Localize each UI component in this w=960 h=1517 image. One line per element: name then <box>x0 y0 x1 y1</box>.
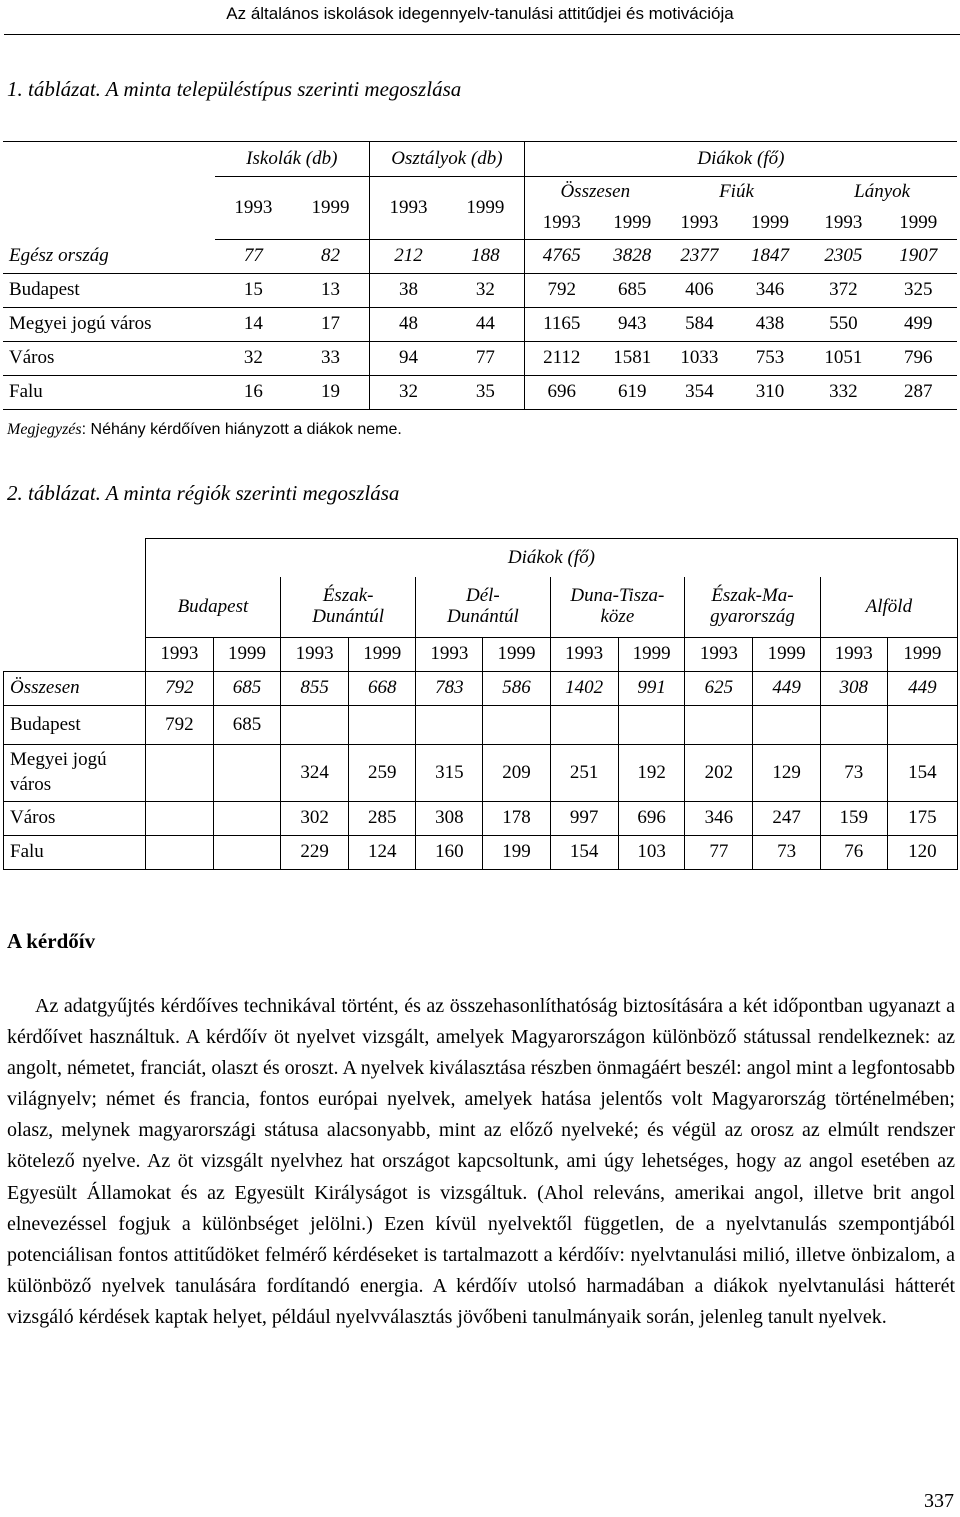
region-label: Észak- <box>322 585 374 607</box>
cell: 32 <box>215 342 292 376</box>
table1-caption: 1. táblázat. A minta településtípus szerinti megoszlása <box>7 77 462 101</box>
table2-year: 1999 <box>349 638 416 672</box>
cell: 19 <box>292 376 369 410</box>
cell: 202 <box>685 745 753 802</box>
row-label: Budapest <box>4 706 146 745</box>
cell: 310 <box>733 376 807 410</box>
table2-year: 1993 <box>145 638 213 672</box>
table2-year: 1993 <box>550 638 618 672</box>
region-eszak-dunantul <box>281 577 416 638</box>
cell: 1907 <box>879 240 957 274</box>
table1-note <box>7 419 402 441</box>
region-label: gyarország <box>710 606 795 627</box>
cell: 32 <box>369 376 446 410</box>
note-text: : Néhány kérdőíven hiányzott a diákok neme. <box>81 421 402 438</box>
cell: 685 <box>599 274 666 308</box>
cell <box>145 836 213 870</box>
cell: 175 <box>887 802 957 836</box>
cell <box>550 706 618 745</box>
region-alfold <box>820 577 957 638</box>
table-row <box>3 308 957 342</box>
table1-year: 1999 <box>292 177 369 240</box>
cell: 1847 <box>733 240 807 274</box>
cell: 685 <box>213 672 280 706</box>
row-label: Falu <box>4 836 146 870</box>
table-row <box>4 745 958 802</box>
table-row <box>4 802 958 836</box>
region-label: köze <box>600 606 635 627</box>
cell: 346 <box>685 802 753 836</box>
cell: 160 <box>416 836 483 870</box>
cell: 212 <box>369 240 446 274</box>
cell: 159 <box>820 802 887 836</box>
table1-year: 1999 <box>733 208 807 240</box>
row-label: Budapest <box>3 274 215 308</box>
cell <box>213 745 280 802</box>
cell: 154 <box>550 836 618 870</box>
cell: 103 <box>618 836 684 870</box>
cell: 247 <box>753 802 820 836</box>
cell: 308 <box>820 672 887 706</box>
header-rule <box>4 34 960 35</box>
cell: 302 <box>281 802 349 836</box>
row-label: Megyei jogú város <box>3 308 215 342</box>
cell: 129 <box>753 745 820 802</box>
table1-year: 1993 <box>666 208 733 240</box>
cell: 586 <box>483 672 550 706</box>
row-label: Egész ország <box>3 240 215 274</box>
cell: 315 <box>416 745 483 802</box>
table1-subheader-osszesen: Összesen <box>524 177 665 209</box>
cell <box>753 706 820 745</box>
cell: 997 <box>550 802 618 836</box>
running-head: Az általános iskolások idegennyelv-tanulási attitűdjei és motivációja <box>226 4 734 23</box>
cell: 251 <box>550 745 618 802</box>
table1-header-diakok: Diákok (fő) <box>524 142 957 177</box>
cell: 324 <box>281 745 349 802</box>
region-eszak-magyarorszag <box>685 577 820 638</box>
table-row <box>4 672 958 706</box>
cell: 308 <box>416 802 483 836</box>
table1-corner <box>3 142 215 240</box>
cell <box>281 706 349 745</box>
page-number: 337 <box>924 1490 954 1512</box>
cell: 77 <box>447 342 524 376</box>
cell: 625 <box>685 672 753 706</box>
cell: 17 <box>292 308 369 342</box>
cell: 346 <box>733 274 807 308</box>
table2-year: 1993 <box>820 638 887 672</box>
table1-year: 1999 <box>447 177 524 240</box>
table2-year: 1999 <box>483 638 550 672</box>
cell: 438 <box>733 308 807 342</box>
region-label: Duna-Tisza- <box>570 585 665 607</box>
cell: 696 <box>618 802 684 836</box>
cell: 2305 <box>807 240 879 274</box>
cell: 15 <box>215 274 292 308</box>
cell: 13 <box>292 274 369 308</box>
cell: 753 <box>733 342 807 376</box>
cell: 1165 <box>524 308 598 342</box>
cell: 154 <box>887 745 957 802</box>
cell: 178 <box>483 802 550 836</box>
cell: 406 <box>666 274 733 308</box>
cell <box>145 745 213 802</box>
section-title: A kérdőív <box>7 929 96 953</box>
cell: 796 <box>879 342 957 376</box>
region-label: Budapest <box>177 595 249 617</box>
cell: 668 <box>349 672 416 706</box>
cell: 619 <box>599 376 666 410</box>
cell: 77 <box>215 240 292 274</box>
table1-header-osztalyok: Osztályok (db) <box>369 142 524 177</box>
table1-year: 1993 <box>215 177 292 240</box>
region-del-dunantul <box>416 577 550 638</box>
region-label: Alföld <box>865 595 913 617</box>
region-duna-tisza-koze <box>550 577 685 638</box>
cell: 76 <box>820 836 887 870</box>
cell: 2377 <box>666 240 733 274</box>
region-label: Dunántúl <box>446 606 519 627</box>
table2-corner <box>4 539 146 672</box>
cell <box>349 706 416 745</box>
cell: 325 <box>879 274 957 308</box>
cell: 35 <box>447 376 524 410</box>
cell: 124 <box>349 836 416 870</box>
cell: 3828 <box>599 240 666 274</box>
cell: 332 <box>807 376 879 410</box>
cell: 287 <box>879 376 957 410</box>
cell: 792 <box>145 672 213 706</box>
table-row <box>3 376 957 410</box>
table-row <box>3 274 957 308</box>
cell: 855 <box>281 672 349 706</box>
table2-year: 1993 <box>416 638 483 672</box>
table1-year: 1993 <box>524 208 598 240</box>
cell: 82 <box>292 240 369 274</box>
region-label: Dunántúl <box>312 606 385 627</box>
region-label: Észak-Ma- <box>711 585 794 607</box>
table1 <box>3 141 957 410</box>
row-label-line: Megyei jogú <box>10 749 107 771</box>
cell: 685 <box>213 706 280 745</box>
cell: 188 <box>447 240 524 274</box>
cell: 73 <box>753 836 820 870</box>
cell <box>483 706 550 745</box>
row-label: Város <box>4 802 146 836</box>
cell <box>618 706 684 745</box>
table2-year: 1999 <box>753 638 820 672</box>
cell: 991 <box>618 672 684 706</box>
table2-year: 1993 <box>281 638 349 672</box>
cell: 73 <box>820 745 887 802</box>
table2-caption: 2. táblázat. A minta régiók szerinti megoszlása <box>7 481 400 505</box>
table2-year: 1999 <box>213 638 280 672</box>
region-label: Dél- <box>465 585 500 607</box>
cell: 449 <box>887 672 957 706</box>
table1-year: 1993 <box>807 208 879 240</box>
cell: 120 <box>887 836 957 870</box>
cell: 94 <box>369 342 446 376</box>
cell: 38 <box>369 274 446 308</box>
cell: 44 <box>447 308 524 342</box>
cell <box>213 802 280 836</box>
cell <box>145 802 213 836</box>
cell: 792 <box>145 706 213 745</box>
cell: 1581 <box>599 342 666 376</box>
table2-year: 1999 <box>618 638 684 672</box>
cell: 77 <box>685 836 753 870</box>
table1-year: 1999 <box>599 208 666 240</box>
table-row <box>4 706 958 745</box>
row-label: Város <box>3 342 215 376</box>
cell: 1033 <box>666 342 733 376</box>
table1-subheader-fiuk: Fiúk <box>666 177 807 209</box>
cell: 199 <box>483 836 550 870</box>
cell: 792 <box>524 274 598 308</box>
cell: 32 <box>447 274 524 308</box>
cell: 16 <box>215 376 292 410</box>
cell: 550 <box>807 308 879 342</box>
body-paragraph: Az adatgyűjtés kérdőíves technikával történt, és az összehasonlíthatóság biztosítására a két időpontban ugyanazt a kérdőívet használtuk. A kérdőív öt nyelvet vizsgált, amelyek Magyarországon különböző státussal rendelkeznek: az angolt, németet, franciát, olaszt és oroszt. A nyelvek kiválasztása részben önmagáért beszél: angol mint a legfontosabb világnyelv; német és francia, fontos európai nyelvek, amelyek hatása jelentős volt Magyarország történelmében; olasz, melynek magyarországi státusa alacsonyabb, mint az előző nyelveké; és végül az orosz az elmúlt rendszer kötelező nyelve. Az öt vizsgált nyelvhez hat országot kapcsoltunk, ami úgy lehetséges, hogy az angol esetében az Egyesült Államokat és az Egyesült Királyságot is vizsgáltuk. (Ahol releváns, amerikai angol, illetve brit angol elnevezéssel fogjuk a különbséget jelölni.) Ezen kívül nyelvektől független, de a nyelvtanulás szempontjából potenciálisan fontos attitűdöket felmérő kérdéseket is tartalmazott a kérdőív: nyelvtanulási milió, illetve önbizalom, a különböző nyelvek tanulására fordítandó energia. A kérdőív utolsó harmadában a diákok nyelvtanulási hátterét vizsgáló kérdések kaptak helyet, például nyelvválasztás jövőbeni tanulmányaik során, jelenleg tanult nyelvek. <box>7 995 956 1328</box>
cell: 209 <box>483 745 550 802</box>
cell: 943 <box>599 308 666 342</box>
row-label <box>4 745 146 802</box>
row-label-line: város <box>10 774 52 795</box>
cell <box>820 706 887 745</box>
table2-year: 1999 <box>887 638 957 672</box>
table2-header-diakok: Diákok (fő) <box>145 539 957 578</box>
cell <box>685 706 753 745</box>
table1-subheader-lanyok: Lányok <box>807 177 957 209</box>
row-label: Falu <box>3 376 215 410</box>
cell: 4765 <box>524 240 598 274</box>
cell: 192 <box>618 745 684 802</box>
cell: 2112 <box>524 342 598 376</box>
body-text <box>7 991 955 1333</box>
table-row <box>3 342 957 376</box>
cell: 1051 <box>807 342 879 376</box>
cell: 229 <box>281 836 349 870</box>
cell: 372 <box>807 274 879 308</box>
note-label: Megjegyzés <box>7 421 82 438</box>
table1-year: 1993 <box>369 177 446 240</box>
cell: 259 <box>349 745 416 802</box>
cell: 449 <box>753 672 820 706</box>
cell: 499 <box>879 308 957 342</box>
cell: 783 <box>416 672 483 706</box>
table1-year: 1999 <box>879 208 957 240</box>
cell <box>213 836 280 870</box>
table2 <box>3 538 958 870</box>
cell: 48 <box>369 308 446 342</box>
cell <box>887 706 957 745</box>
cell: 696 <box>524 376 598 410</box>
table-row <box>3 240 957 274</box>
cell: 354 <box>666 376 733 410</box>
cell: 14 <box>215 308 292 342</box>
row-label: Összesen <box>4 672 146 706</box>
table-row <box>4 836 958 870</box>
cell: 33 <box>292 342 369 376</box>
cell: 584 <box>666 308 733 342</box>
cell: 1402 <box>550 672 618 706</box>
cell <box>416 706 483 745</box>
cell: 285 <box>349 802 416 836</box>
region-budapest <box>145 577 280 638</box>
table1-header-iskolak: Iskolák (db) <box>215 142 370 177</box>
table2-year: 1993 <box>685 638 753 672</box>
